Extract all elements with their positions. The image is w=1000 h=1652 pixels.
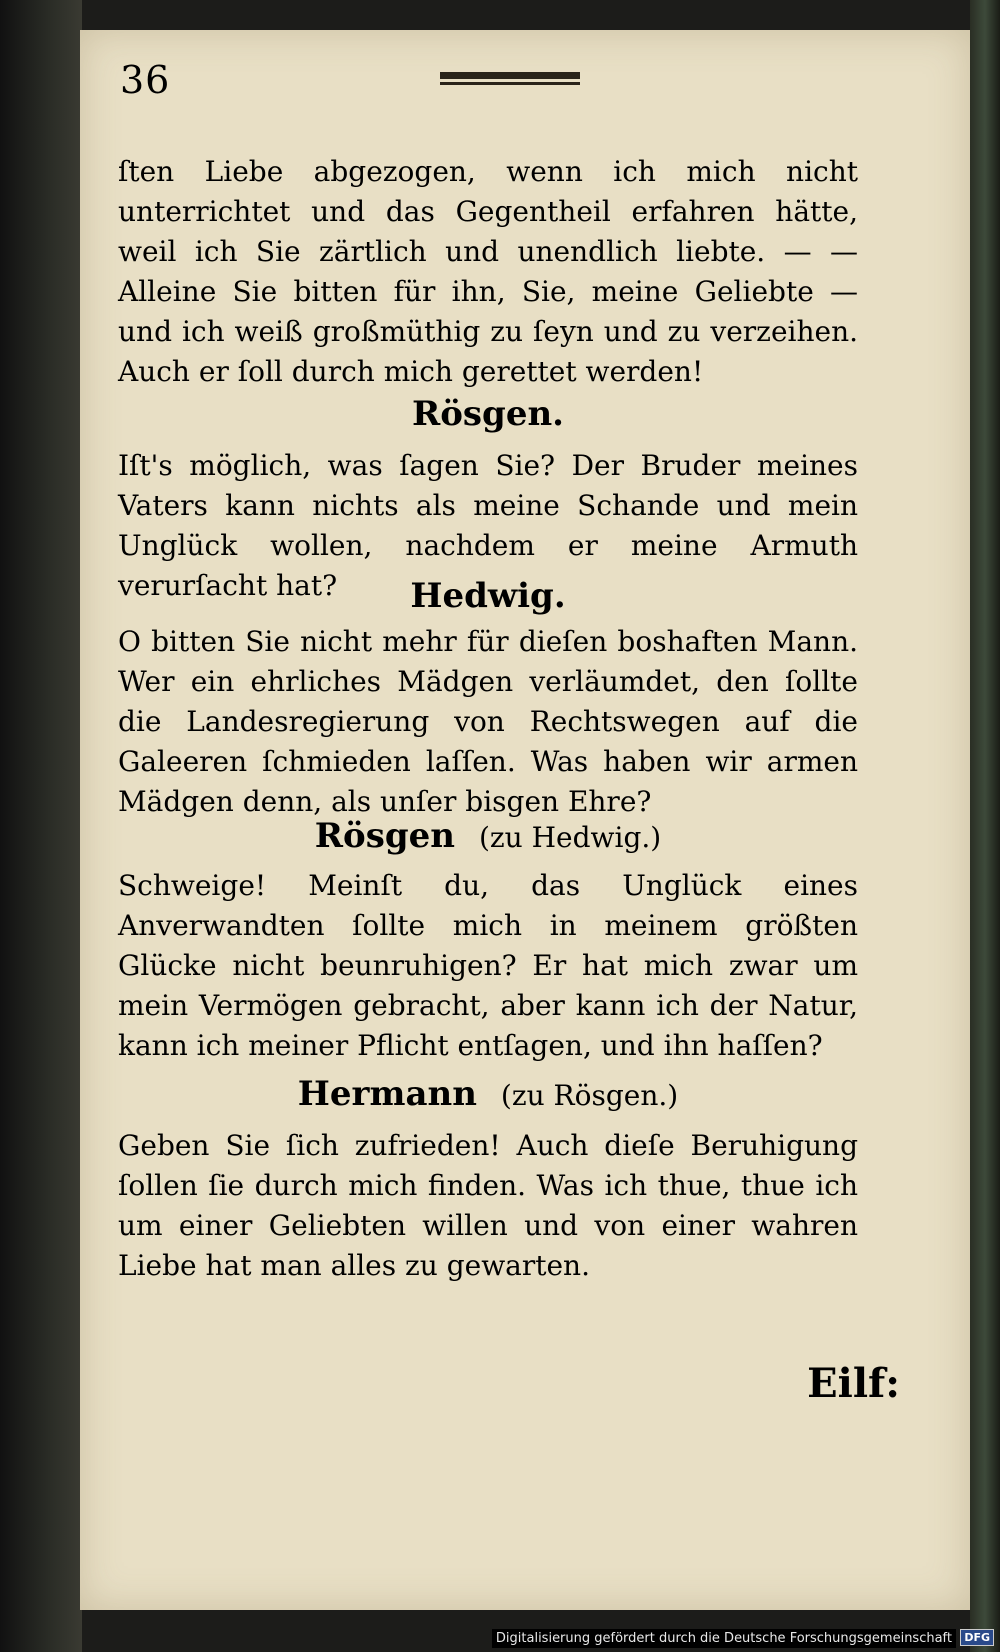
funding-credit: Digitalisierung gefördert durch die Deutsche Forschungsgemeinschaft [492,1629,956,1648]
catchword: Eilf: [807,1360,900,1407]
speaker-name: Hermann [297,1074,477,1114]
speaker-heading [118,1072,858,1118]
speaker-name: Hedwig. [410,576,566,616]
paragraph-2: Iſt's möglich, was ſagen Sie? Der Bruder meines Vaters kann nichts als meine Schande und mein Unglück wollen, nachdem er meine Armuth verurſacht hat? [118,449,858,602]
dfg-logo: DFG [960,1629,994,1646]
stage-direction: (zu Rösgen.) [500,1079,679,1112]
speaker-heading [118,392,858,436]
footer [0,1626,1000,1648]
paragraph-4: Schweige! Meinſt du, das Unglück eines Anverwandten ſollte mich in meinem größten Glücke nicht beunruhigen? Er hat mich zwar um mein Vermögen gebracht, aber kann ich der Natur, kann ich meiner Pflicht entſagen, und ihn haſſen? [118,869,858,1062]
speaker-heading [118,574,858,618]
speaker-heading [118,814,858,860]
speaker-name: Rösgen [314,816,455,856]
speaker-name: Rösgen. [411,394,565,434]
paragraph-1: ſten Liebe abgezogen, wenn ich mich nicht unterrichtet und das Gegentheil erfahren hätte, weil ich Sie zärtlich und unendlich liebte. — — Alleine Sie bitten für ihn, Sie, meine Geliebte — und ich weiß großmüthig zu ſeyn und zu verzeihen. Auch er ſoll durch mich gerettet werden! [118,155,858,388]
header-rule [440,72,580,86]
page-number: 36 [120,58,171,102]
paragraph-5: Geben Sie ſich zufrieden! Auch dieſe Beruhigung ſollen ſie durch mich finden. Was ich thue, thue ich um einer Geliebten willen und von einer wahren Liebe hat man alles zu gewarten. [118,1129,858,1282]
stage-direction: (zu Hedwig.) [479,821,662,854]
paragraph-3: O bitten Sie nicht mehr für dieſen boshaften Mann. Wer ein ehrliches Mädgen verläumdet, den ſollte die Landesregierung von Rechtswegen auf die Galeeren ſchmieden laſſen. Was haben wir armen Mädgen denn, als unſer bisgen Ehre? [118,625,858,818]
scan-background-right [970,0,1000,1652]
scan-background-left [0,0,82,1652]
